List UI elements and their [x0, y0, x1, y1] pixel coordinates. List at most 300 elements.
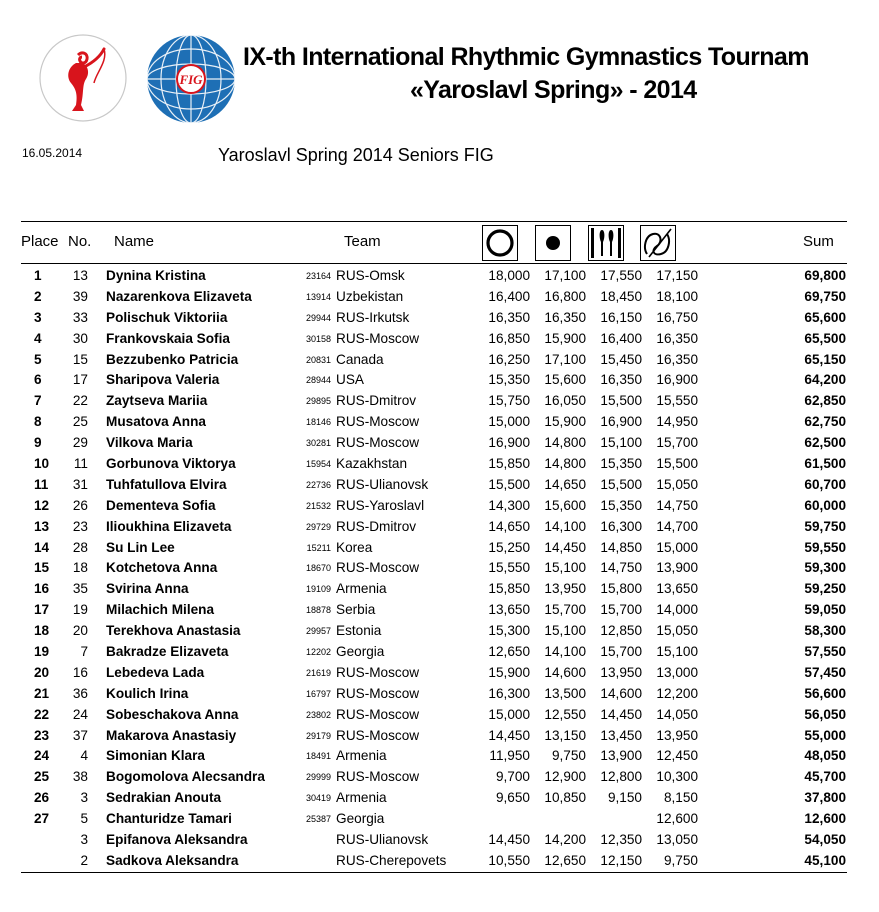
sum-cell: 59,300 [804, 560, 846, 576]
table-row [0, 642, 879, 663]
number-cell: 17 [72, 372, 88, 388]
table-row [0, 579, 879, 600]
place-cell: 10 [34, 456, 50, 472]
name-cell: Dynina Kristina [106, 268, 206, 283]
place-cell: 2 [34, 288, 42, 304]
hoop-score-cell: 15,900 [488, 664, 530, 680]
ball-score-cell: 14,100 [544, 644, 586, 660]
competition-subtitle: Yaroslavl Spring 2014 Seniors FIG [218, 145, 494, 165]
team-cell: Armenia [336, 748, 387, 764]
ribbon-score-cell: 14,000 [656, 602, 698, 618]
place-cell: 22 [34, 706, 50, 722]
clubs-score-cell: 9,150 [607, 790, 642, 806]
sum-cell: 37,800 [804, 790, 846, 806]
number-cell: 38 [72, 769, 88, 785]
team-cell: RUS-Moscow [336, 330, 420, 346]
number-cell: 7 [80, 644, 88, 660]
ball-score-cell: 12,900 [544, 769, 586, 785]
fig-logo-text: FIG [179, 72, 203, 87]
team-cell: Armenia [336, 581, 387, 597]
license-id-cell: 25387 [305, 814, 331, 825]
hoop-score-cell: 9,650 [495, 790, 530, 806]
clubs-score-cell: 13,950 [600, 664, 642, 680]
sum-cell: 65,600 [804, 309, 846, 325]
ribbon-score-cell: 16,350 [656, 330, 698, 346]
license-id-cell: 15954 [305, 459, 331, 470]
ball-score-cell: 14,200 [544, 832, 586, 848]
sum-cell: 45,700 [804, 769, 846, 785]
hoop-score-cell: 16,300 [488, 685, 530, 701]
table-row [0, 684, 879, 705]
sum-cell: 62,850 [804, 393, 846, 409]
header-sum: Sum [803, 233, 834, 250]
name-cell: Epifanova Aleksandra [106, 832, 248, 848]
name-cell: Sadkova Aleksandra [106, 852, 239, 868]
ribbon-score-cell: 15,050 [656, 476, 698, 492]
place-cell: 4 [34, 330, 42, 346]
number-cell: 33 [72, 309, 88, 325]
team-cell: Kazakhstan [336, 456, 408, 472]
ribbon-score-cell: 15,500 [656, 456, 698, 472]
ribbon-score-cell: 16,750 [656, 309, 698, 325]
name-cell: Makarova Anastasiy [106, 727, 237, 743]
name-cell: Su Lin Lee [106, 539, 175, 555]
team-cell: Estonia [336, 623, 382, 639]
ball-score-cell: 15,100 [544, 623, 586, 639]
table-row [0, 558, 879, 579]
clubs-score-cell: 12,150 [600, 852, 642, 868]
ball-score-cell: 14,600 [544, 664, 586, 680]
ball-score-cell: 12,550 [544, 706, 586, 722]
clubs-score-cell: 14,450 [600, 706, 642, 722]
clubs-score-cell: 15,800 [600, 581, 642, 597]
sum-cell: 62,500 [804, 435, 846, 451]
name-cell: Koulich Irina [106, 685, 189, 701]
ball-score-cell: 17,100 [544, 268, 586, 283]
number-cell: 25 [72, 414, 88, 430]
team-cell: RUS-Moscow [336, 664, 420, 680]
hoop-score-cell: 10,550 [488, 852, 530, 868]
number-cell: 28 [72, 539, 88, 555]
hoop-score-cell: 16,350 [488, 309, 530, 325]
place-cell: 23 [34, 727, 50, 743]
ribbon-score-cell: 17,150 [656, 268, 698, 283]
table-row [0, 287, 879, 308]
place-cell: 14 [34, 539, 50, 555]
ball-score-cell: 16,050 [544, 393, 586, 409]
table-row [0, 600, 879, 621]
number-cell: 18 [72, 560, 88, 576]
ribbon-score-cell: 12,450 [656, 748, 698, 764]
license-id-cell: 28944 [305, 375, 331, 386]
name-cell: Sobeschakova Anna [106, 706, 239, 722]
clubs-score-cell: 15,500 [600, 476, 642, 492]
number-cell: 13 [72, 268, 88, 283]
place-cell: 9 [34, 435, 42, 451]
ribbon-score-cell: 14,700 [656, 518, 698, 534]
name-cell: Svirina Anna [106, 581, 189, 597]
name-cell: Dementeva Sofia [106, 497, 216, 513]
hoop-score-cell: 15,850 [488, 581, 530, 597]
license-id-cell: 19109 [305, 584, 331, 595]
license-id-cell: 30281 [305, 438, 331, 449]
table-row [0, 767, 879, 788]
hoop-score-cell: 13,650 [488, 602, 530, 618]
license-id-cell: 23802 [305, 709, 331, 720]
number-cell: 5 [80, 811, 88, 827]
team-cell: USA [336, 372, 364, 388]
number-cell: 37 [72, 727, 88, 743]
table-row [0, 433, 879, 454]
name-cell: Simonian Klara [106, 748, 205, 764]
table-row [0, 538, 879, 559]
report-date: 16.05.2014 [22, 146, 83, 160]
license-id-cell: 18878 [305, 605, 331, 616]
license-id-cell: 18670 [305, 563, 331, 574]
ribbon-score-cell: 12,600 [656, 811, 698, 827]
hoop-score-cell: 15,500 [488, 476, 530, 492]
place-cell: 17 [34, 602, 50, 618]
team-cell: RUS-Yaroslavl [336, 497, 425, 513]
ribbon-score-cell: 8,150 [663, 790, 698, 806]
clubs-score-cell: 13,450 [600, 727, 642, 743]
hoop-score-cell: 15,350 [488, 372, 530, 388]
name-cell: Musatova Anna [106, 414, 206, 430]
sum-cell: 59,050 [804, 602, 846, 618]
ribbon-score-cell: 18,100 [656, 288, 698, 304]
name-cell: Sharipova Valeria [106, 372, 220, 388]
table-row [0, 475, 879, 496]
place-cell: 8 [34, 414, 42, 430]
license-id-cell: 16797 [305, 688, 331, 699]
hoop-icon [482, 225, 518, 261]
sum-cell: 56,600 [804, 685, 846, 701]
place-cell: 13 [34, 518, 50, 534]
table-row [0, 746, 879, 767]
team-cell: RUS-Moscow [336, 414, 420, 430]
license-id-cell: 29957 [305, 626, 331, 637]
ribbon-score-cell: 13,050 [656, 832, 698, 848]
clubs-score-cell: 14,750 [600, 560, 642, 576]
place-cell: 16 [34, 581, 50, 597]
place-cell: 18 [34, 623, 50, 639]
ribbon-score-cell: 13,900 [656, 560, 698, 576]
ball-score-cell: 13,500 [544, 685, 586, 701]
table-row [0, 517, 879, 538]
place-cell: 15 [34, 560, 50, 576]
number-cell: 39 [72, 288, 88, 304]
header-team: Team [344, 233, 381, 250]
hoop-score-cell: 15,250 [488, 539, 530, 555]
team-cell: RUS-Moscow [336, 560, 420, 576]
sum-cell: 69,800 [804, 268, 846, 283]
ribbon-icon [640, 225, 676, 261]
clubs-score-cell: 14,600 [600, 685, 642, 701]
team-cell: Uzbekistan [336, 288, 404, 304]
license-id-cell: 30158 [305, 333, 331, 344]
ball-score-cell: 16,800 [544, 288, 586, 304]
ribbon-score-cell: 16,350 [656, 351, 698, 367]
number-cell: 24 [72, 706, 88, 722]
team-cell: RUS-Dmitrov [336, 393, 417, 409]
table-row [0, 809, 879, 830]
place-cell: 1 [34, 268, 42, 283]
number-cell: 20 [72, 623, 88, 639]
table-row [0, 663, 879, 684]
ball-score-cell: 14,800 [544, 435, 586, 451]
team-cell: RUS-Ulianovsk [336, 832, 429, 848]
tournament-logo-icon [38, 33, 128, 123]
table-row [0, 266, 879, 287]
ribbon-score-cell: 15,700 [656, 435, 698, 451]
team-cell: Georgia [336, 644, 385, 660]
hoop-score-cell: 16,850 [488, 330, 530, 346]
team-cell: RUS-Moscow [336, 435, 420, 451]
ball-score-cell: 14,800 [544, 456, 586, 472]
hoop-score-cell: 15,550 [488, 560, 530, 576]
ribbon-score-cell: 13,000 [656, 664, 698, 680]
number-cell: 26 [72, 497, 88, 513]
sum-cell: 59,250 [804, 581, 846, 597]
table-row [0, 370, 879, 391]
table-row [0, 412, 879, 433]
hoop-score-cell: 14,450 [488, 832, 530, 848]
sum-cell: 55,000 [804, 727, 846, 743]
license-id-cell: 13914 [305, 291, 331, 302]
team-cell: Serbia [336, 602, 376, 618]
place-cell: 11 [34, 476, 49, 492]
team-cell: RUS-Cherepovets [336, 852, 447, 868]
number-cell: 2 [80, 852, 88, 868]
hoop-score-cell: 15,750 [488, 393, 530, 409]
sum-cell: 62,750 [804, 414, 846, 430]
name-cell: Chanturidze Tamari [106, 811, 232, 827]
clubs-score-cell: 15,350 [600, 497, 642, 513]
place-cell: 7 [34, 393, 42, 409]
sum-cell: 60,000 [804, 497, 846, 513]
team-cell: Armenia [336, 790, 387, 806]
ribbon-score-cell: 14,750 [656, 497, 698, 513]
license-id-cell: 29999 [305, 772, 331, 783]
license-id-cell: 22736 [305, 479, 331, 490]
ribbon-score-cell: 12,200 [656, 685, 698, 701]
clubs-score-cell: 15,700 [600, 644, 642, 660]
name-cell: Bezzubenko Patricia [106, 351, 239, 367]
clubs-score-cell: 12,800 [600, 769, 642, 785]
number-cell: 30 [72, 330, 88, 346]
clubs-score-cell: 12,350 [600, 832, 642, 848]
clubs-score-cell: 16,350 [600, 372, 642, 388]
name-cell: Lebedeva Lada [106, 664, 205, 680]
ball-score-cell: 15,900 [544, 414, 586, 430]
table-row [0, 496, 879, 517]
sum-cell: 69,750 [804, 288, 846, 304]
license-id-cell: 15211 [306, 542, 331, 553]
ribbon-score-cell: 13,650 [656, 581, 698, 597]
sum-cell: 65,500 [804, 330, 846, 346]
team-cell: RUS-Irkutsk [336, 309, 410, 325]
license-id-cell: 21619 [305, 667, 331, 678]
number-cell: 23 [72, 518, 88, 534]
license-id-cell: 12202 [305, 647, 331, 658]
results-table-body [0, 266, 879, 872]
ball-score-cell: 14,100 [544, 518, 586, 534]
hoop-score-cell: 16,900 [488, 435, 530, 451]
hoop-score-cell: 14,300 [488, 497, 530, 513]
place-cell: 27 [34, 811, 50, 827]
hoop-score-cell: 15,000 [488, 706, 530, 722]
clubs-score-cell: 17,550 [600, 268, 642, 283]
place-cell: 12 [34, 497, 50, 513]
name-cell: Polischuk Viktoriia [106, 309, 228, 325]
place-cell: 21 [34, 685, 50, 701]
hoop-score-cell: 12,650 [488, 644, 530, 660]
hoop-score-cell: 15,300 [488, 623, 530, 639]
clubs-score-cell: 15,450 [600, 351, 642, 367]
place-cell: 24 [34, 748, 50, 764]
team-cell: RUS-Moscow [336, 706, 420, 722]
sum-cell: 12,600 [804, 811, 846, 827]
ball-icon [535, 225, 571, 261]
ball-score-cell: 15,100 [544, 560, 586, 576]
ball-score-cell: 14,450 [544, 539, 586, 555]
ball-score-cell: 15,600 [544, 372, 586, 388]
name-cell: Zaytseva Mariia [106, 393, 208, 409]
team-cell: Georgia [336, 811, 385, 827]
hoop-score-cell: 18,000 [488, 268, 530, 283]
clubs-score-cell: 16,300 [600, 518, 642, 534]
table-row [0, 329, 879, 350]
table-top-rule [21, 221, 847, 222]
table-row [0, 788, 879, 809]
sum-cell: 65,150 [804, 351, 846, 367]
ball-score-cell: 14,650 [544, 476, 586, 492]
ribbon-score-cell: 14,050 [656, 706, 698, 722]
license-id-cell: 23164 [305, 271, 331, 281]
ribbon-score-cell: 15,550 [656, 393, 698, 409]
sum-cell: 54,050 [804, 832, 846, 848]
header-name: Name [114, 233, 155, 250]
sum-cell: 61,500 [804, 456, 846, 472]
ball-score-cell: 12,650 [544, 852, 586, 868]
number-cell: 4 [80, 748, 88, 764]
ball-score-cell: 9,750 [551, 748, 586, 764]
ball-score-cell: 15,900 [544, 330, 586, 346]
ball-score-cell: 17,100 [544, 351, 586, 367]
sum-cell: 48,050 [804, 748, 846, 764]
clubs-score-cell: 14,850 [600, 539, 642, 555]
table-row [0, 830, 879, 851]
clubs-score-cell: 18,450 [600, 288, 642, 304]
header-no: No. [68, 233, 92, 250]
license-id-cell: 29895 [305, 396, 331, 407]
license-id-cell: 18491 [305, 751, 331, 762]
number-cell: 22 [72, 393, 88, 409]
ribbon-score-cell: 15,050 [656, 623, 698, 639]
name-cell: Nazarenkova Elizaveta [106, 288, 252, 304]
table-bottom-rule [21, 872, 847, 873]
sum-cell: 64,200 [804, 372, 846, 388]
hoop-score-cell: 15,850 [488, 456, 530, 472]
clubs-score-cell: 12,850 [600, 623, 642, 639]
team-cell: RUS-Moscow [336, 727, 420, 743]
table-row [0, 621, 879, 642]
ball-score-cell: 15,700 [544, 602, 586, 618]
ball-score-cell: 10,850 [544, 790, 586, 806]
name-cell: Bogomolova Alecsandra [106, 769, 265, 785]
page-title-line1: IX-th International Rhythmic Gymnastics Tournam [243, 43, 809, 71]
ribbon-score-cell: 15,000 [656, 539, 698, 555]
table-row [0, 726, 879, 747]
hoop-score-cell: 9,700 [495, 769, 530, 785]
name-cell: Kotchetova Anna [106, 560, 218, 576]
ribbon-score-cell: 15,100 [656, 644, 698, 660]
ball-score-cell: 15,600 [544, 497, 586, 513]
clubs-score-cell: 16,400 [600, 330, 642, 346]
hoop-score-cell: 16,250 [488, 351, 530, 367]
name-cell: Tuhfatullova Elvira [106, 476, 227, 492]
sum-cell: 45,100 [804, 852, 846, 868]
ribbon-score-cell: 10,300 [656, 769, 698, 785]
name-cell: Vilkova Maria [106, 435, 193, 451]
hoop-score-cell: 15,000 [488, 414, 530, 430]
ribbon-score-cell: 14,950 [656, 414, 698, 430]
page-title-line2: «Yaroslavl Spring» - 2014 [410, 76, 697, 104]
team-cell: RUS-Omsk [336, 268, 405, 283]
team-cell: RUS-Moscow [336, 769, 420, 785]
name-cell: Frankovskaia Sofia [106, 330, 230, 346]
name-cell: Sedrakian Anouta [106, 790, 222, 806]
table-row [0, 454, 879, 475]
place-cell: 3 [34, 309, 42, 325]
number-cell: 31 [72, 476, 88, 492]
team-cell: RUS-Moscow [336, 685, 420, 701]
ribbon-score-cell: 16,900 [656, 372, 698, 388]
place-cell: 26 [34, 790, 50, 806]
clubs-score-cell: 16,150 [600, 309, 642, 325]
license-id-cell: 29179 [305, 730, 331, 741]
hoop-score-cell: 16,400 [488, 288, 530, 304]
table-row [0, 851, 879, 872]
ribbon-score-cell: 9,750 [663, 852, 698, 868]
name-cell: Terekhova Anastasia [106, 623, 241, 639]
hoop-score-cell: 14,450 [488, 727, 530, 743]
name-cell: Milachich Milena [106, 602, 215, 618]
ball-score-cell: 13,150 [544, 727, 586, 743]
place-cell: 19 [34, 644, 50, 660]
team-cell: RUS-Dmitrov [336, 518, 417, 534]
license-id-cell: 29944 [305, 312, 331, 323]
sum-cell: 57,450 [804, 664, 846, 680]
ball-score-cell: 16,350 [544, 309, 586, 325]
number-cell: 3 [80, 832, 88, 848]
ribbon-score-cell: 13,950 [656, 727, 698, 743]
team-cell: Canada [336, 351, 384, 367]
table-row [0, 308, 879, 329]
license-id-cell: 21532 [305, 500, 331, 511]
clubs-score-cell: 16,900 [600, 414, 642, 430]
number-cell: 29 [72, 435, 88, 451]
team-cell: RUS-Ulianovsk [336, 476, 429, 492]
license-id-cell: 20831 [305, 354, 331, 365]
clubs-score-cell: 15,350 [600, 456, 642, 472]
number-cell: 36 [72, 685, 88, 701]
fig-globe-logo-icon [145, 33, 237, 125]
name-cell: Gorbunova Viktorya [106, 456, 236, 472]
table-row [0, 705, 879, 726]
ball-score-cell: 13,950 [544, 581, 586, 597]
sum-cell: 59,550 [804, 539, 846, 555]
